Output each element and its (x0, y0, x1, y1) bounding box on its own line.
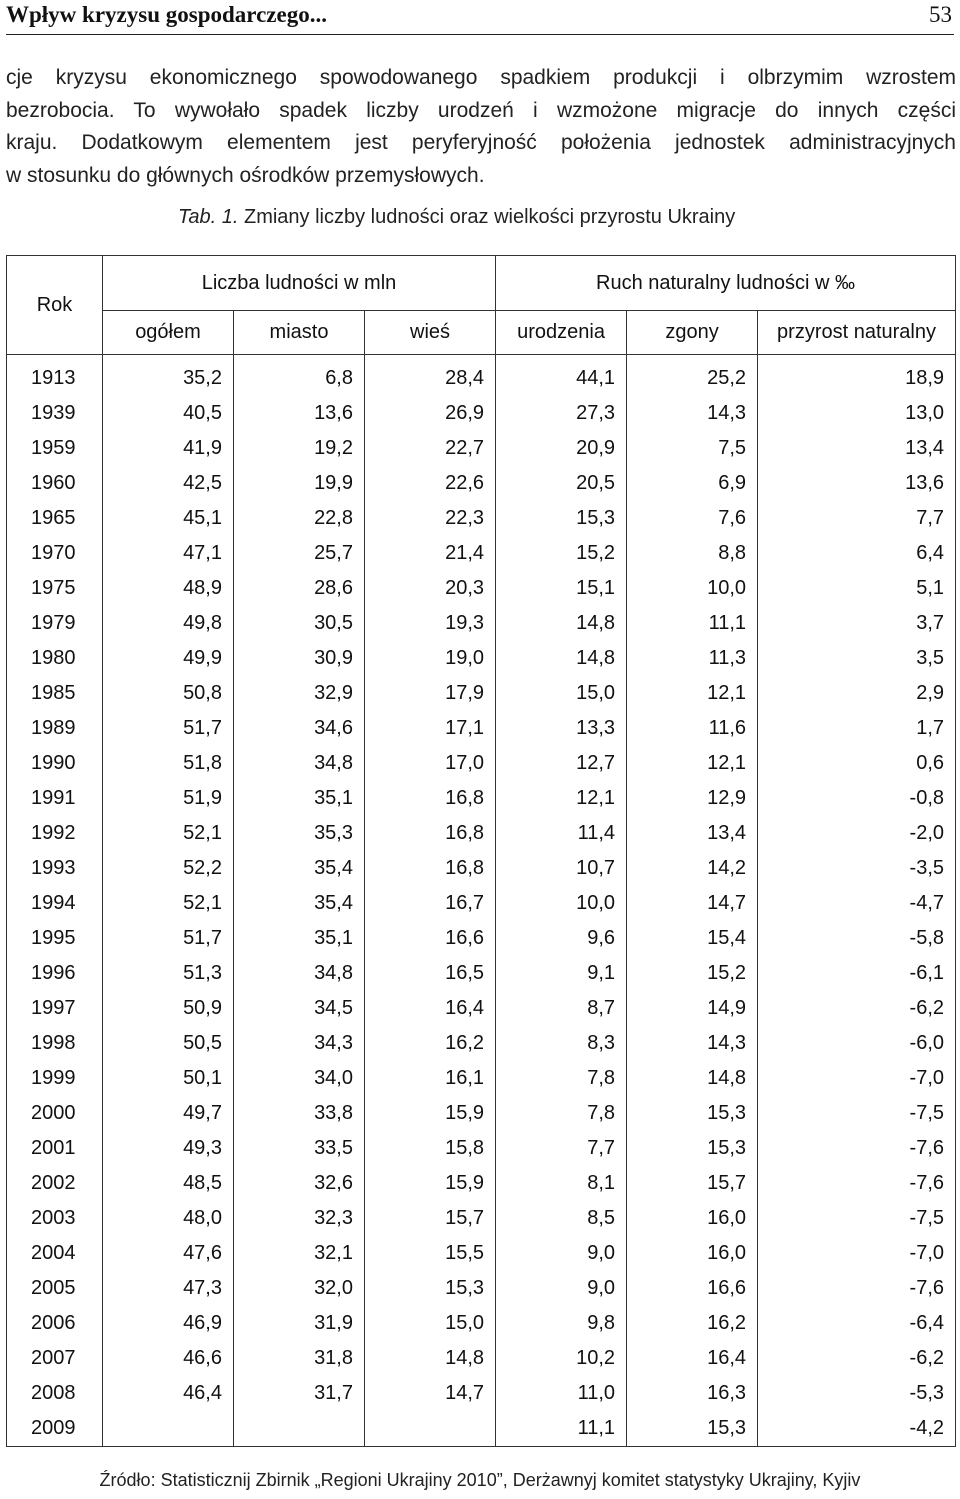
table-row (7, 1376, 956, 1411)
cell-rural: 16,8 (365, 851, 496, 886)
cell-year: 2009 (7, 1411, 103, 1447)
table-row (7, 1201, 956, 1236)
cell-total: 49,7 (103, 1096, 234, 1131)
cell-total: 48,5 (103, 1166, 234, 1201)
table-row (7, 1096, 956, 1131)
header-deaths: zgony (627, 311, 758, 355)
cell-urban: 34,6 (234, 711, 365, 746)
cell-deaths: 10,0 (627, 571, 758, 606)
cell-year: 1992 (7, 816, 103, 851)
cell-births: 20,9 (496, 431, 627, 466)
cell-year: 2008 (7, 1376, 103, 1411)
cell-urban: 19,9 (234, 466, 365, 501)
cell-rural: 16,5 (365, 956, 496, 991)
cell-rural: 15,9 (365, 1096, 496, 1131)
cell-births: 15,2 (496, 536, 627, 571)
cell-births: 11,0 (496, 1376, 627, 1411)
cell-total: 52,1 (103, 816, 234, 851)
table-row (7, 1306, 956, 1341)
cell-rural: 15,8 (365, 1131, 496, 1166)
cell-year: 1970 (7, 536, 103, 571)
cell-deaths: 7,6 (627, 501, 758, 536)
cell-year: 1960 (7, 466, 103, 501)
cell-total: 52,1 (103, 886, 234, 921)
cell-year: 1980 (7, 641, 103, 676)
cell-urban: 25,7 (234, 536, 365, 571)
cell-births: 12,7 (496, 746, 627, 781)
cell-total: 48,9 (103, 571, 234, 606)
cell-urban: 35,3 (234, 816, 365, 851)
cell-urban: 32,3 (234, 1201, 365, 1236)
table-row (7, 466, 956, 501)
cell-urban: 35,4 (234, 851, 365, 886)
table-body (7, 355, 956, 1447)
cell-deaths: 11,1 (627, 606, 758, 641)
cell-urban: 33,5 (234, 1131, 365, 1166)
cell-total: 51,9 (103, 781, 234, 816)
cell-year: 1979 (7, 606, 103, 641)
paragraph-line: w stosunku do głównych ośrodków przemysłowych. (6, 163, 485, 187)
cell-year: 1975 (7, 571, 103, 606)
table-row (7, 921, 956, 956)
cell-rural: 22,7 (365, 431, 496, 466)
cell-natural-increase: 13,6 (758, 466, 956, 501)
cell-births: 10,2 (496, 1341, 627, 1376)
cell-deaths: 15,3 (627, 1096, 758, 1131)
cell-deaths: 14,9 (627, 991, 758, 1026)
table-row (7, 571, 956, 606)
cell-rural (365, 1411, 496, 1447)
cell-births: 27,3 (496, 396, 627, 431)
cell-total: 48,0 (103, 1201, 234, 1236)
table-row (7, 641, 956, 676)
cell-births: 9,8 (496, 1306, 627, 1341)
cell-rural: 17,0 (365, 746, 496, 781)
table-row (7, 851, 956, 886)
header-rural: wieś (365, 311, 496, 355)
cell-natural-increase: 13,0 (758, 396, 956, 431)
cell-rural: 16,4 (365, 991, 496, 1026)
cell-year: 1996 (7, 956, 103, 991)
cell-total: 51,7 (103, 711, 234, 746)
cell-rural: 16,2 (365, 1026, 496, 1061)
cell-total: 50,8 (103, 676, 234, 711)
cell-deaths: 8,8 (627, 536, 758, 571)
cell-births: 8,1 (496, 1166, 627, 1201)
cell-natural-increase: -7,6 (758, 1166, 956, 1201)
cell-urban: 34,8 (234, 956, 365, 991)
cell-deaths: 14,2 (627, 851, 758, 886)
page-number: 53 (929, 2, 952, 27)
cell-natural-increase: -6,2 (758, 991, 956, 1026)
cell-total: 51,3 (103, 956, 234, 991)
cell-natural-increase: -5,8 (758, 921, 956, 956)
cell-natural-increase: -7,6 (758, 1271, 956, 1306)
cell-natural-increase: -4,2 (758, 1411, 956, 1447)
cell-births: 44,1 (496, 355, 627, 397)
table-row (7, 1026, 956, 1061)
cell-deaths: 14,3 (627, 396, 758, 431)
cell-total: 35,2 (103, 355, 234, 397)
cell-natural-increase: 2,9 (758, 676, 956, 711)
cell-rural: 14,7 (365, 1376, 496, 1411)
table-row (7, 536, 956, 571)
cell-natural-increase: -6,4 (758, 1306, 956, 1341)
cell-total: 46,9 (103, 1306, 234, 1341)
cell-year: 1997 (7, 991, 103, 1026)
cell-births: 15,0 (496, 676, 627, 711)
cell-total: 47,1 (103, 536, 234, 571)
cell-deaths: 14,8 (627, 1061, 758, 1096)
cell-year: 1993 (7, 851, 103, 886)
cell-births: 10,0 (496, 886, 627, 921)
cell-rural: 22,3 (365, 501, 496, 536)
cell-year: 1913 (7, 355, 103, 397)
cell-urban: 32,0 (234, 1271, 365, 1306)
cell-urban: 13,6 (234, 396, 365, 431)
cell-natural-increase: 5,1 (758, 571, 956, 606)
cell-deaths: 15,7 (627, 1166, 758, 1201)
cell-deaths: 15,4 (627, 921, 758, 956)
table-row (7, 1341, 956, 1376)
cell-total: 41,9 (103, 431, 234, 466)
cell-natural-increase: -7,5 (758, 1201, 956, 1236)
cell-year: 2005 (7, 1271, 103, 1306)
cell-year: 1959 (7, 431, 103, 466)
cell-births: 10,7 (496, 851, 627, 886)
table-caption-text: Zmiany liczby ludności oraz wielkości przyrostu Ukrainy (243, 206, 736, 228)
cell-natural-increase: -6,1 (758, 956, 956, 991)
page-header (6, 0, 954, 35)
table-row (7, 606, 956, 641)
cell-deaths: 6,9 (627, 466, 758, 501)
cell-year: 1995 (7, 921, 103, 956)
header-year: Rok (7, 256, 103, 355)
cell-births: 14,8 (496, 641, 627, 676)
table-row (7, 1411, 956, 1447)
running-title: Wpływ kryzysu gospodarczego... (6, 2, 327, 27)
cell-deaths: 25,2 (627, 355, 758, 397)
cell-year: 2001 (7, 1131, 103, 1166)
cell-rural: 16,7 (365, 886, 496, 921)
source-note: Źródło: Statisticznij Zbirnik „Regioni Ukrajiny 2010”, Derżawnyj komitet statystyky Ukrajiny, Kyjiv (99, 1470, 861, 1490)
cell-births: 8,7 (496, 991, 627, 1026)
cell-births: 9,0 (496, 1236, 627, 1271)
cell-natural-increase: 13,4 (758, 431, 956, 466)
cell-natural-increase: 3,7 (758, 606, 956, 641)
cell-urban: 35,4 (234, 886, 365, 921)
cell-year: 2003 (7, 1201, 103, 1236)
cell-deaths: 16,2 (627, 1306, 758, 1341)
cell-rural: 17,9 (365, 676, 496, 711)
cell-deaths: 12,1 (627, 746, 758, 781)
cell-deaths: 12,9 (627, 781, 758, 816)
cell-deaths: 13,4 (627, 816, 758, 851)
cell-births: 7,8 (496, 1096, 627, 1131)
cell-natural-increase: -5,3 (758, 1376, 956, 1411)
cell-year: 1998 (7, 1026, 103, 1061)
cell-deaths: 16,6 (627, 1271, 758, 1306)
cell-year: 1990 (7, 746, 103, 781)
cell-total (103, 1411, 234, 1447)
cell-births: 9,1 (496, 956, 627, 991)
cell-urban (234, 1411, 365, 1447)
header-births: urodzenia (496, 311, 627, 355)
cell-total: 52,2 (103, 851, 234, 886)
cell-urban: 32,1 (234, 1236, 365, 1271)
table-caption-ref: Tab. 1. (178, 206, 239, 228)
table-row (7, 746, 956, 781)
cell-deaths: 16,0 (627, 1201, 758, 1236)
table-row (7, 355, 956, 397)
cell-rural: 16,8 (365, 816, 496, 851)
cell-rural: 19,0 (365, 641, 496, 676)
cell-deaths: 15,2 (627, 956, 758, 991)
cell-natural-increase: -6,0 (758, 1026, 956, 1061)
cell-urban: 34,8 (234, 746, 365, 781)
cell-total: 42,5 (103, 466, 234, 501)
header-urban: miasto (234, 311, 365, 355)
cell-rural: 28,4 (365, 355, 496, 397)
paragraph-line: cje kryzysu ekonomicznego spowodowanego spadkiem produkcji i olbrzymim wzrostem (6, 66, 956, 89)
header-population-group: Liczba ludności w mln (103, 256, 496, 311)
cell-rural: 15,0 (365, 1306, 496, 1341)
table-row (7, 886, 956, 921)
cell-year: 1985 (7, 676, 103, 711)
cell-urban: 22,8 (234, 501, 365, 536)
cell-births: 7,7 (496, 1131, 627, 1166)
cell-deaths: 12,1 (627, 676, 758, 711)
cell-total: 40,5 (103, 396, 234, 431)
cell-total: 47,3 (103, 1271, 234, 1306)
cell-total: 47,6 (103, 1236, 234, 1271)
cell-total: 46,6 (103, 1341, 234, 1376)
table-row (7, 676, 956, 711)
cell-births: 9,0 (496, 1271, 627, 1306)
cell-urban: 34,3 (234, 1026, 365, 1061)
cell-total: 50,1 (103, 1061, 234, 1096)
cell-rural: 22,6 (365, 466, 496, 501)
cell-urban: 31,9 (234, 1306, 365, 1341)
table-caption (178, 206, 735, 229)
cell-natural-increase: 7,7 (758, 501, 956, 536)
cell-births: 14,8 (496, 606, 627, 641)
cell-natural-increase: 3,5 (758, 641, 956, 676)
cell-total: 51,8 (103, 746, 234, 781)
table-row (7, 1061, 956, 1096)
cell-births: 13,3 (496, 711, 627, 746)
cell-urban: 35,1 (234, 781, 365, 816)
cell-urban: 6,8 (234, 355, 365, 397)
cell-births: 8,3 (496, 1026, 627, 1061)
cell-urban: 34,0 (234, 1061, 365, 1096)
table-row (7, 816, 956, 851)
cell-rural: 16,6 (365, 921, 496, 956)
cell-urban: 31,7 (234, 1376, 365, 1411)
cell-rural: 20,3 (365, 571, 496, 606)
cell-year: 1994 (7, 886, 103, 921)
cell-deaths: 7,5 (627, 431, 758, 466)
cell-natural-increase: -7,6 (758, 1131, 956, 1166)
cell-urban: 30,5 (234, 606, 365, 641)
cell-natural-increase: -6,2 (758, 1341, 956, 1376)
header-natural-movement-group: Ruch naturalny ludności w ‰ (496, 256, 956, 311)
cell-year: 2007 (7, 1341, 103, 1376)
cell-births: 15,1 (496, 571, 627, 606)
cell-year: 1989 (7, 711, 103, 746)
cell-rural: 14,8 (365, 1341, 496, 1376)
cell-natural-increase: -2,0 (758, 816, 956, 851)
cell-natural-increase: 6,4 (758, 536, 956, 571)
cell-rural: 15,5 (365, 1236, 496, 1271)
cell-urban: 30,9 (234, 641, 365, 676)
cell-births: 7,8 (496, 1061, 627, 1096)
header-natural-increase: przyrost naturalny (758, 311, 956, 355)
cell-rural: 15,9 (365, 1166, 496, 1201)
cell-natural-increase: -0,8 (758, 781, 956, 816)
cell-births: 20,5 (496, 466, 627, 501)
cell-urban: 19,2 (234, 431, 365, 466)
cell-deaths: 11,3 (627, 641, 758, 676)
cell-births: 11,1 (496, 1411, 627, 1447)
cell-natural-increase: -4,7 (758, 886, 956, 921)
cell-rural: 26,9 (365, 396, 496, 431)
cell-natural-increase: -7,5 (758, 1096, 956, 1131)
cell-deaths: 16,3 (627, 1376, 758, 1411)
cell-natural-increase: 0,6 (758, 746, 956, 781)
cell-births: 8,5 (496, 1201, 627, 1236)
cell-urban: 32,6 (234, 1166, 365, 1201)
table-row (7, 396, 956, 431)
population-table (6, 255, 956, 1447)
cell-births: 9,6 (496, 921, 627, 956)
table-row (7, 1131, 956, 1166)
cell-total: 45,1 (103, 501, 234, 536)
cell-year: 2006 (7, 1306, 103, 1341)
cell-deaths: 16,4 (627, 1341, 758, 1376)
cell-rural: 21,4 (365, 536, 496, 571)
cell-total: 46,4 (103, 1376, 234, 1411)
cell-year: 1991 (7, 781, 103, 816)
cell-total: 49,3 (103, 1131, 234, 1166)
cell-urban: 33,8 (234, 1096, 365, 1131)
cell-year: 1939 (7, 396, 103, 431)
table-row (7, 956, 956, 991)
cell-total: 51,7 (103, 921, 234, 956)
cell-rural: 16,8 (365, 781, 496, 816)
cell-total: 49,9 (103, 641, 234, 676)
body-paragraph (6, 62, 956, 192)
cell-total: 50,9 (103, 991, 234, 1026)
cell-year: 1999 (7, 1061, 103, 1096)
cell-urban: 34,5 (234, 991, 365, 1026)
cell-year: 2000 (7, 1096, 103, 1131)
cell-rural: 16,1 (365, 1061, 496, 1096)
table-row (7, 1166, 956, 1201)
table-row (7, 711, 956, 746)
cell-urban: 35,1 (234, 921, 365, 956)
paragraph-line: bezrobocia. To wywołało spadek liczby urodzeń i wzmożone migracje do innych części (6, 98, 956, 122)
cell-rural: 17,1 (365, 711, 496, 746)
cell-rural: 15,7 (365, 1201, 496, 1236)
cell-deaths: 15,3 (627, 1411, 758, 1447)
cell-rural: 19,3 (365, 606, 496, 641)
cell-year: 2002 (7, 1166, 103, 1201)
cell-natural-increase: -3,5 (758, 851, 956, 886)
header-total: ogółem (103, 311, 234, 355)
table-row (7, 1271, 956, 1306)
cell-total: 50,5 (103, 1026, 234, 1061)
table-row (7, 501, 956, 536)
cell-births: 11,4 (496, 816, 627, 851)
cell-natural-increase: -7,0 (758, 1061, 956, 1096)
cell-year: 2004 (7, 1236, 103, 1271)
cell-urban: 31,8 (234, 1341, 365, 1376)
paragraph-line: kraju. Dodatkowym elementem jest peryferyjność położenia jednostek administracyjnych (6, 131, 956, 154)
cell-deaths: 14,3 (627, 1026, 758, 1061)
cell-deaths: 11,6 (627, 711, 758, 746)
table-row (7, 781, 956, 816)
cell-natural-increase: 18,9 (758, 355, 956, 397)
cell-births: 15,3 (496, 501, 627, 536)
cell-urban: 28,6 (234, 571, 365, 606)
table-row (7, 1236, 956, 1271)
cell-urban: 32,9 (234, 676, 365, 711)
cell-deaths: 16,0 (627, 1236, 758, 1271)
cell-deaths: 15,3 (627, 1131, 758, 1166)
cell-natural-increase: 1,7 (758, 711, 956, 746)
cell-births: 12,1 (496, 781, 627, 816)
cell-deaths: 14,7 (627, 886, 758, 921)
cell-year: 1965 (7, 501, 103, 536)
table-row (7, 991, 956, 1026)
cell-natural-increase: -7,0 (758, 1236, 956, 1271)
cell-rural: 15,3 (365, 1271, 496, 1306)
cell-total: 49,8 (103, 606, 234, 641)
table-row (7, 431, 956, 466)
